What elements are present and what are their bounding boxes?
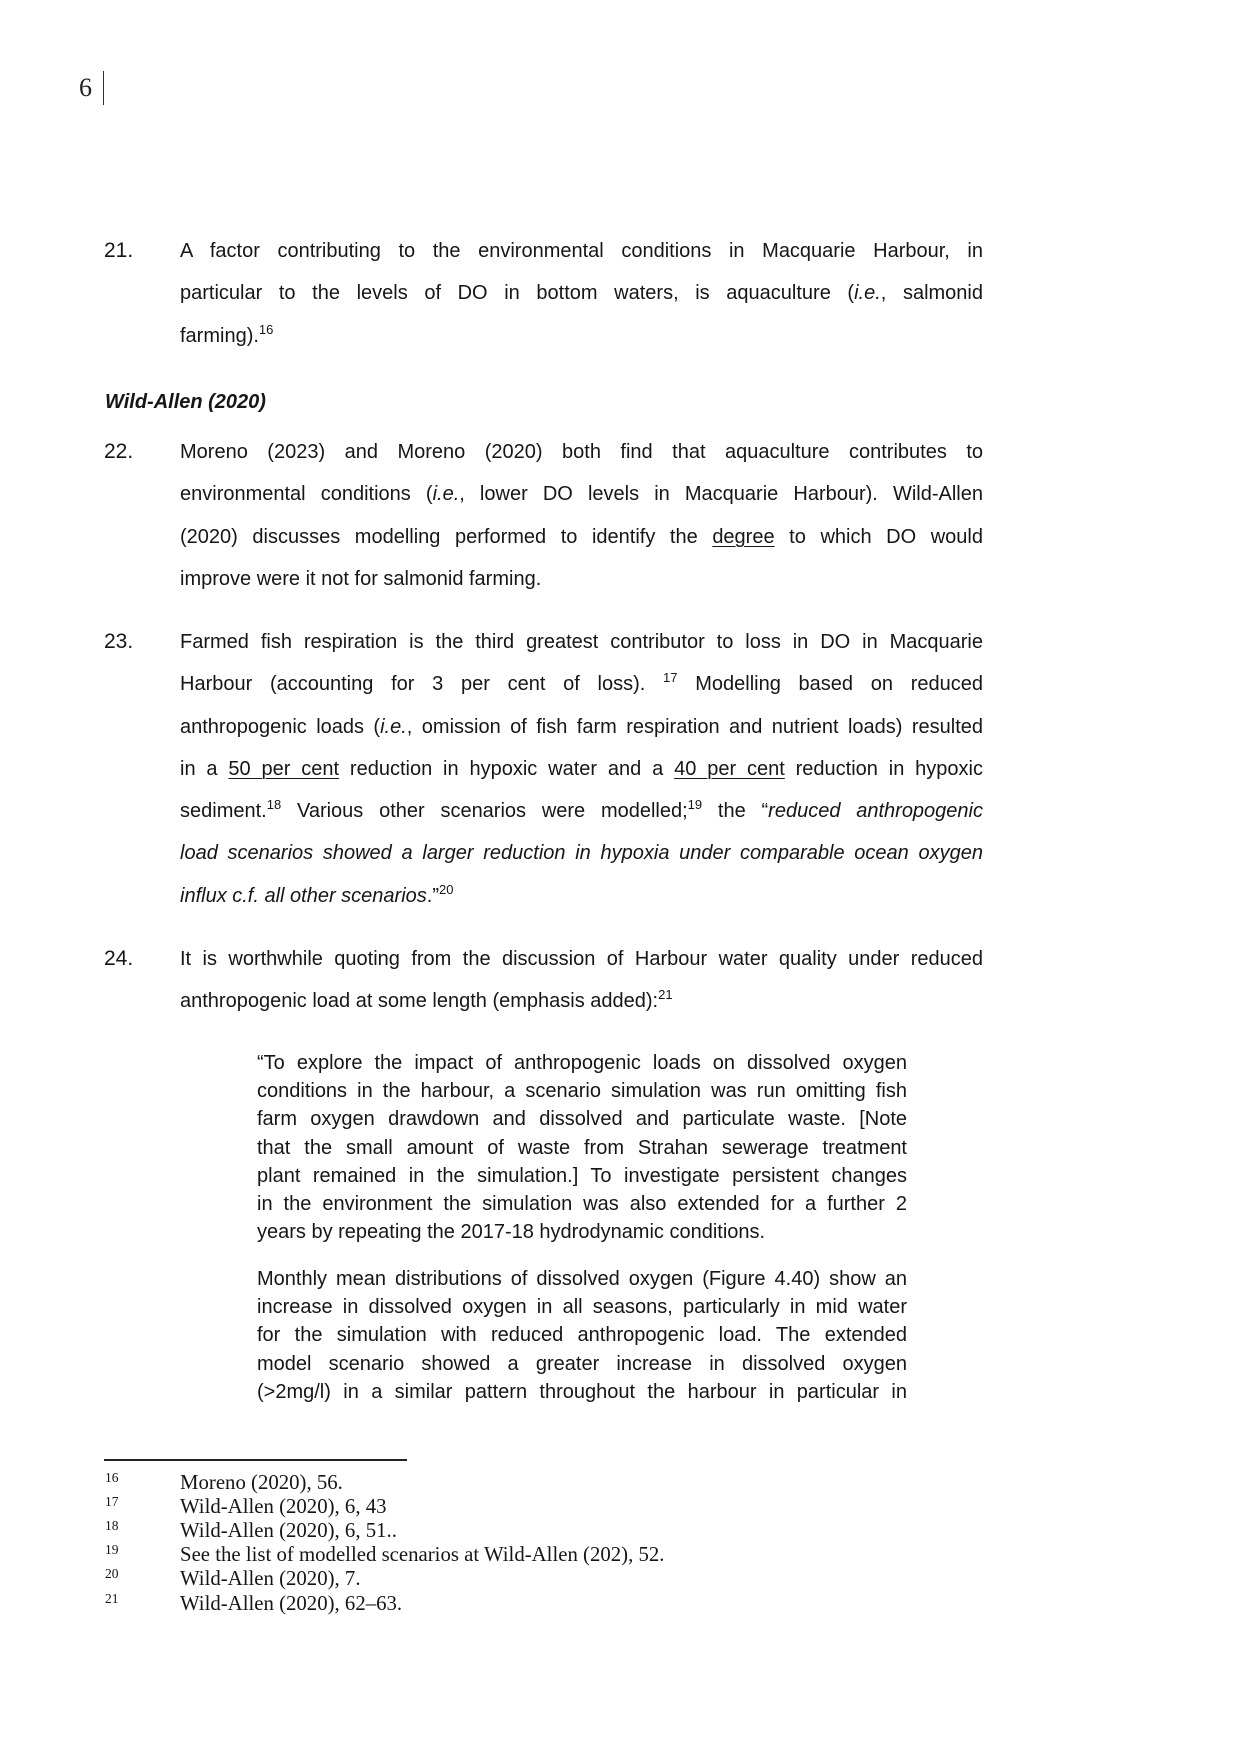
footnote-ref: 20 — [439, 881, 454, 897]
footnote-number: 17 — [105, 1494, 119, 1510]
quote-line: model scenario showed a greater increase in dissolved oxygen — [257, 1352, 907, 1375]
footnote-text: See the list of modelled scenarios at Wild-Allen (202), 52. — [180, 1543, 665, 1567]
text-run: particular to the levels of DO in bottom waters, is aquaculture ( — [180, 282, 855, 305]
block-quote-paragraph — [257, 1049, 907, 1246]
text-run: , lower DO levels in Macquarie Harbour). Wild-Allen — [459, 483, 983, 506]
paragraph-line — [180, 272, 983, 314]
footnote-number: 19 — [105, 1542, 119, 1558]
footnote — [105, 1471, 1005, 1495]
paragraph-number: 21. — [104, 239, 134, 262]
paragraph-line — [180, 790, 983, 832]
paragraph-line: A factor contributing to the environmental conditions in Macquarie Harbour, in — [180, 240, 983, 262]
italic-text: reduced anthropogenic — [768, 800, 983, 823]
footnote-number: 16 — [105, 1470, 119, 1485]
paragraph-body — [180, 431, 983, 600]
footnote-number: 18 — [105, 1518, 119, 1534]
quote-line: years by repeating the 2017-18 hydrodynamic conditions. — [257, 1221, 766, 1244]
text-run: , salmonid — [880, 282, 983, 305]
footnote-ref: 17 — [663, 670, 678, 686]
footnote-text: Wild-Allen (2020), 62–63. — [180, 1591, 403, 1615]
paragraph-line — [180, 516, 983, 558]
block-quote-paragraph — [257, 1265, 907, 1406]
italic-text: influx c.f. all other scenarios — [180, 884, 427, 907]
paragraph-line — [180, 663, 983, 705]
text-run: , omission of fish farm respiration and nutrient loads) resulted — [406, 715, 984, 738]
footnote-ref: 21 — [658, 987, 673, 1003]
text-run: Various other scenarios were modelled; — [281, 800, 688, 823]
text-run: farming). — [180, 324, 259, 347]
text-run: anthropogenic load at some length (emphasis added): — [180, 990, 659, 1013]
quote-line: that the small amount of waste from Strahan sewerage treatment — [257, 1136, 907, 1159]
paragraph-number: 24. — [104, 947, 134, 970]
text-run: in a — [180, 757, 229, 780]
paragraph-body — [180, 230, 983, 357]
footnote — [105, 1543, 1005, 1567]
text-run: the “ — [702, 800, 769, 823]
paragraph-number: 23. — [104, 630, 134, 653]
paragraph-24 — [104, 938, 983, 1023]
footnote-number: 20 — [105, 1566, 119, 1582]
paragraph-line — [180, 748, 983, 790]
footnote-text: Wild-Allen (2020), 7. — [180, 1567, 361, 1591]
underlined-text: 50 per cent — [228, 757, 340, 780]
paragraph-number: 22. — [104, 440, 134, 463]
footnote-ref: 19 — [687, 797, 703, 813]
paragraph-body — [180, 938, 983, 1023]
text-run: .” — [426, 884, 439, 907]
quote-line: for the simulation with reduced anthropogenic load. The extended — [257, 1324, 907, 1347]
quote-line: conditions in the harbour, a scenario simulation was run omitting fish — [257, 1080, 907, 1103]
page-number-divider — [103, 71, 104, 105]
underlined-text: degree — [712, 525, 775, 548]
quote-line: plant remained in the simulation.] To investigate persistent changes — [257, 1164, 907, 1187]
quote-line: in the environment the simulation was also extended for a further 2 — [257, 1193, 907, 1216]
footnotes — [105, 1471, 1005, 1616]
paragraph-line — [180, 473, 983, 515]
section-heading: Wild-Allen (2020) — [105, 391, 266, 413]
footnote-ref: 18 — [266, 797, 282, 813]
quote-line: “To explore the impact of anthropogenic loads on dissolved oxygen — [257, 1052, 907, 1074]
italic-text: load scenarios showed a larger reduction in hypoxia under comparable ocean oxygen — [180, 842, 983, 865]
footnote-text: Wild-Allen (2020), 6, 51.. — [180, 1519, 397, 1543]
italic-text: i.e. — [380, 715, 407, 738]
page-number: 6 — [79, 73, 92, 102]
paragraph-21 — [104, 230, 983, 357]
text-run: sediment. — [180, 800, 267, 823]
italic-text: i.e. — [854, 282, 881, 305]
paragraph-22 — [104, 431, 983, 600]
text-run: anthropogenic loads ( — [180, 715, 381, 738]
text-run: reduction in hypoxic — [784, 757, 983, 780]
text-run: (2020) discusses modelling performed to identify the — [180, 525, 713, 548]
paragraph-line — [180, 832, 983, 874]
footnote-number: 21 — [105, 1590, 119, 1606]
footnote — [105, 1567, 1005, 1591]
underlined-text: 40 per cent — [674, 757, 785, 780]
paragraph-line: It is worthwhile quoting from the discussion of Harbour water quality under reduced — [180, 948, 983, 970]
quote-line: increase in dissolved oxygen in all seasons, particularly in mid water — [257, 1296, 907, 1319]
paragraph-body — [180, 621, 983, 917]
text-run: reduction in hypoxic water and a — [339, 757, 675, 780]
text-run: environmental conditions ( — [180, 483, 433, 506]
italic-text: i.e. — [432, 483, 460, 506]
paragraph-line — [180, 315, 983, 357]
paragraph-line: Farmed fish respiration is the third greatest contributor to loss in DO in Macquarie — [180, 631, 983, 653]
paragraph-23 — [104, 621, 983, 917]
footnote — [105, 1592, 1005, 1616]
footnote-ref: 16 — [258, 321, 274, 337]
quote-line: farm oxygen drawdown and dissolved and particulate waste. [Note — [257, 1108, 907, 1131]
footnote-text: Moreno (2020), 56. — [180, 1471, 343, 1494]
paragraph-line — [180, 980, 983, 1022]
text-run: Harbour (accounting for 3 per cent of loss). — [180, 673, 664, 696]
quote-line: (>2mg/l) in a similar pattern throughout the harbour in particular in — [257, 1380, 907, 1403]
quote-line: Monthly mean distributions of dissolved oxygen (Figure 4.40) show an — [257, 1268, 907, 1290]
paragraph-line: improve were it not for salmonid farming. — [180, 567, 542, 590]
footnote-text: Wild-Allen (2020), 6, 43 — [180, 1495, 387, 1519]
paragraph-line — [180, 706, 983, 748]
text-run: Modelling based on reduced — [677, 673, 983, 696]
text-run: to which DO would — [774, 525, 983, 548]
footnote — [105, 1519, 1005, 1543]
footnote-separator — [104, 1459, 407, 1461]
paragraph-line: Moreno (2023) and Moreno (2020) both find that aquaculture contributes to — [180, 441, 983, 463]
footnote — [105, 1495, 1005, 1519]
paragraph-line — [180, 875, 983, 917]
